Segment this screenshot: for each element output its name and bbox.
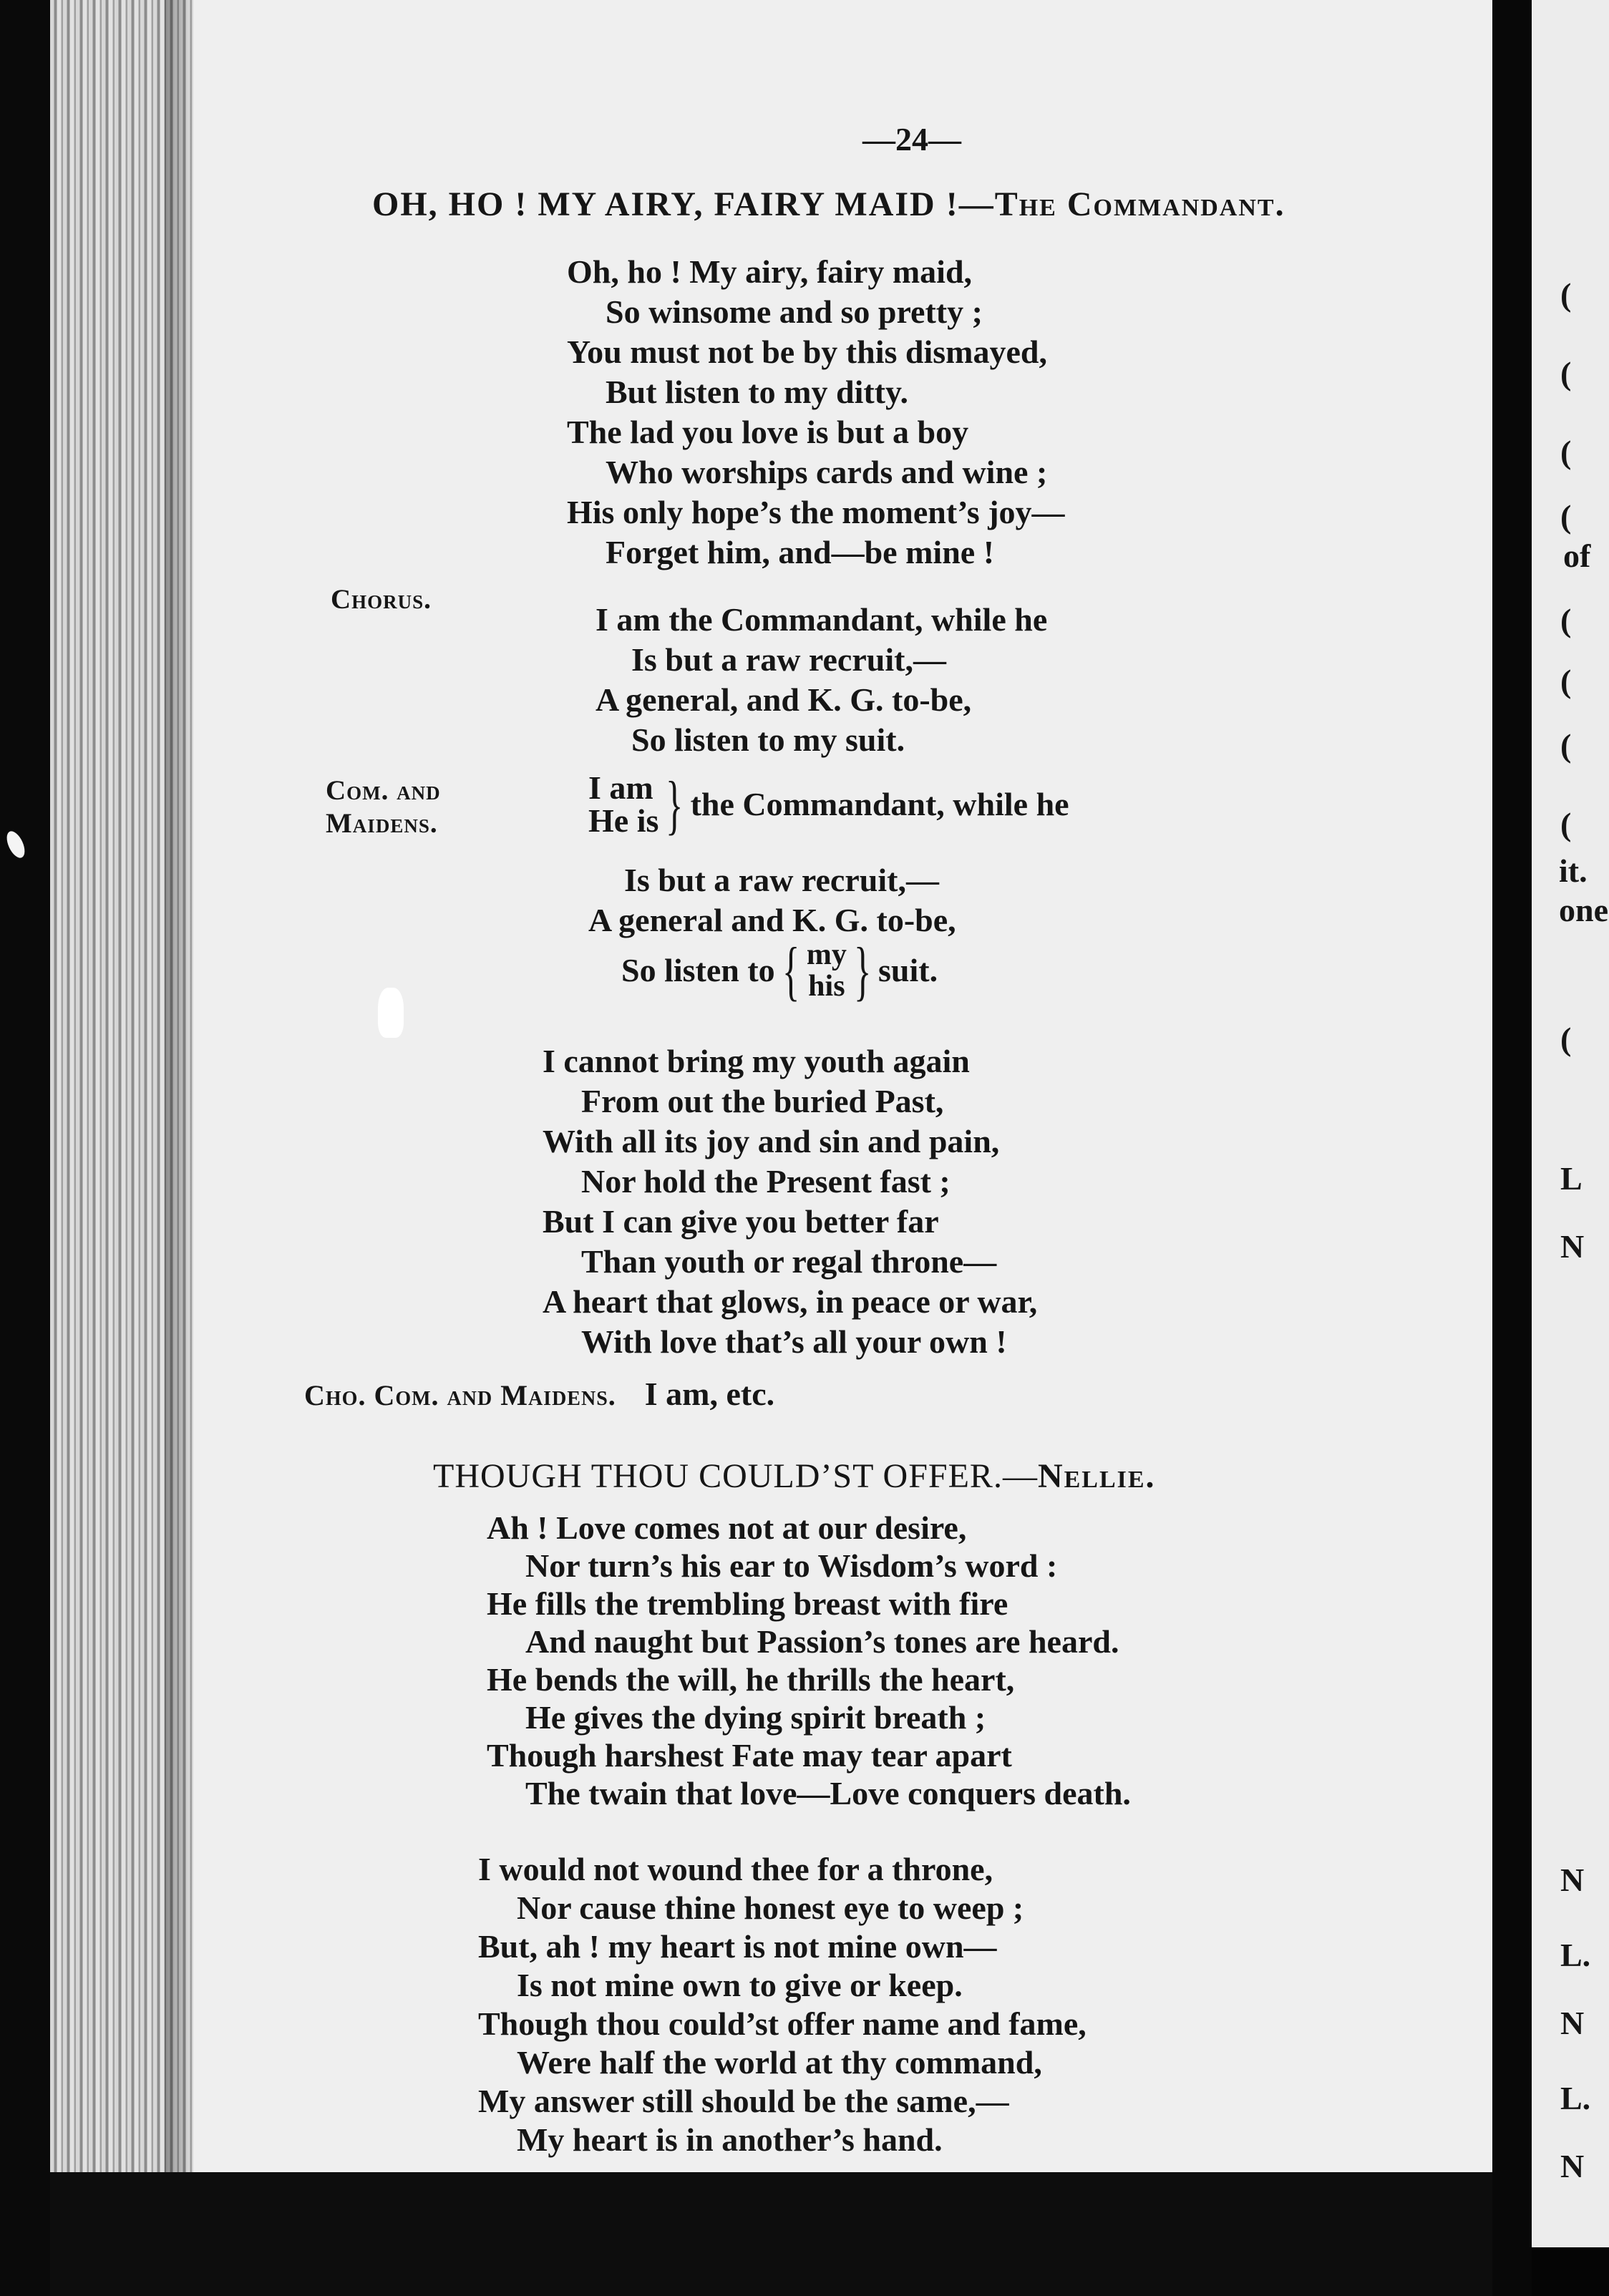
com-maidens-line1 — [588, 768, 1069, 841]
verse-line: He bends the will, he thrills the heart, — [487, 1661, 1015, 1698]
song1-verse1 — [567, 252, 1065, 573]
song-title — [372, 185, 1285, 224]
verse-line: With love that’s all your own ! — [581, 1323, 1007, 1360]
facing-fragment: ( — [1560, 355, 1572, 391]
verse-line: Nor hold the Present fast ; — [581, 1163, 951, 1200]
verse-line: Who worships cards and wine ; — [606, 454, 1048, 490]
book-gutter — [1492, 0, 1532, 2296]
facing-fragment: N — [1560, 1862, 1585, 1898]
verse-line: Nor turn’s his ear to Wisdom’s word : — [525, 1547, 1058, 1584]
verse-line: Than youth or regal throne— — [581, 1243, 997, 1280]
song2-verse2 — [478, 1850, 1087, 2159]
verse-line: But, ah ! my heart is not mine own— — [478, 1928, 997, 1965]
final-text: I am, etc. — [644, 1376, 775, 1412]
verse-line: So listen to — [621, 952, 775, 988]
com-maidens-lines — [588, 860, 956, 940]
verse-line: And naught but Passion’s tones are heard. — [525, 1623, 1119, 1660]
verse-line: Were half the world at thy command, — [517, 2044, 1042, 2081]
verse-line: With all its joy and sin and pain, — [543, 1123, 1000, 1159]
verse-line: I cannot bring my youth again — [543, 1043, 970, 1079]
song1-verse2 — [543, 1041, 1037, 1362]
facing-fragment: L. — [1560, 2080, 1591, 2116]
brace-right: } — [666, 768, 684, 841]
verse-line: Is but a raw recruit,— — [631, 641, 946, 678]
page-stack-edge — [50, 0, 193, 2172]
verse-line: A general, and K. G. to-be, — [596, 681, 972, 718]
facing-fragment: ( — [1560, 663, 1572, 699]
page-bottom-shadow — [50, 2172, 1492, 2296]
verse-line: He fills the trembling breast with fire — [487, 1585, 1008, 1622]
verse-line: Oh, ho ! My airy, fairy maid, — [567, 253, 973, 290]
chorus-label: Chorus. — [331, 584, 432, 615]
song1-chorus — [596, 600, 1047, 760]
facing-fragment: it. — [1559, 852, 1588, 889]
com-maidens-line4 — [621, 934, 938, 1007]
verse-line: Forget him, and—be mine ! — [606, 534, 995, 570]
song-character: The Commandant. — [994, 185, 1285, 223]
verse-line: Is but a raw recruit,— — [624, 862, 939, 898]
verse-line: Though harshest Fate may tear apart — [487, 1737, 1012, 1774]
facing-fragment: ( — [1560, 727, 1572, 764]
song-character: Nellie. — [1037, 1457, 1156, 1495]
facing-fragment: ( — [1560, 276, 1572, 313]
verse-line: The lad you love is but a boy — [567, 414, 969, 450]
brace-right: } — [853, 934, 872, 1007]
scan-speck — [378, 988, 404, 1038]
song-title-text: OH, HO ! MY AIRY, FAIRY MAID !— — [372, 185, 995, 223]
verse-line: the Commandant, while he — [690, 786, 1069, 822]
facing-fragment: ( — [1560, 1021, 1572, 1057]
facing-fragment: ( — [1560, 602, 1572, 638]
final-chorus-cue — [304, 1374, 774, 1414]
verse-line: His only hope’s the moment’s joy— — [567, 494, 1065, 530]
verse-line: You must not be by this dismayed, — [567, 334, 1047, 370]
verse-line: Though thou could’st offer name and fame, — [478, 2005, 1087, 2042]
verse-line: suit. — [878, 952, 938, 988]
facing-fragment: N — [1560, 1228, 1585, 1265]
facing-fragment: L — [1560, 1160, 1583, 1197]
verse-line: Nor cause thine honest eye to weep ; — [517, 1889, 1024, 1926]
verse-line: But I can give you better far — [543, 1203, 939, 1240]
book-binding — [0, 0, 50, 2296]
verse-line: So winsome and so pretty ; — [606, 293, 983, 330]
facing-fragment: one — [1559, 892, 1608, 928]
verse-line: But listen to my ditty. — [606, 374, 908, 410]
page-number: —24— — [862, 121, 961, 157]
song2-verse1 — [487, 1509, 1131, 1812]
facing-fragment: N — [1560, 2148, 1585, 2184]
verse-line: I am the Commandant, while he — [596, 601, 1048, 638]
facing-fragment: L. — [1560, 1937, 1591, 1973]
verse-line: A heart that glows, in peace or war, — [543, 1283, 1038, 1320]
verse-line: My answer still should be the same,— — [478, 2083, 1009, 2119]
alternate-text: I am — [588, 769, 653, 806]
verse-line: So listen to my suit. — [631, 721, 905, 758]
facing-page-cropped — [1532, 0, 1609, 2247]
speaker-line: Maidens. — [326, 808, 438, 839]
final-label: Cho. Com. and Maidens. — [304, 1379, 616, 1411]
facing-fragment: of — [1563, 537, 1591, 574]
brace-left: { — [782, 934, 799, 1007]
facing-fragment: ( — [1560, 498, 1572, 535]
verse-line: He gives the dying spirit breath ; — [525, 1699, 986, 1736]
com-maidens-label — [326, 774, 441, 840]
song-title — [433, 1456, 1156, 1496]
facing-fragment: ( — [1560, 806, 1572, 842]
speaker-line: Com. and — [326, 775, 441, 806]
verse-line: I would not wound thee for a throne, — [478, 1851, 993, 1887]
song-title-text: THOUGH THOU COULD’ST OFFER.— — [433, 1457, 1038, 1495]
facing-fragment: ( — [1560, 434, 1572, 470]
verse-line: The twain that love—Love conquers death. — [525, 1775, 1131, 1811]
verse-line: A general and K. G. to-be, — [588, 902, 956, 938]
verse-line: From out the buried Past, — [581, 1083, 944, 1119]
verse-line: Ah ! Love comes not at our desire, — [487, 1509, 967, 1546]
alternate-text: his — [808, 970, 845, 1003]
facing-fragment: N — [1560, 2005, 1585, 2041]
verse-line: Is not mine own to give or keep. — [517, 1967, 963, 2003]
alternate-text: my — [806, 938, 847, 971]
verse-line: My heart is in another’s hand. — [517, 2121, 943, 2158]
alternate-text: He is — [588, 802, 659, 839]
